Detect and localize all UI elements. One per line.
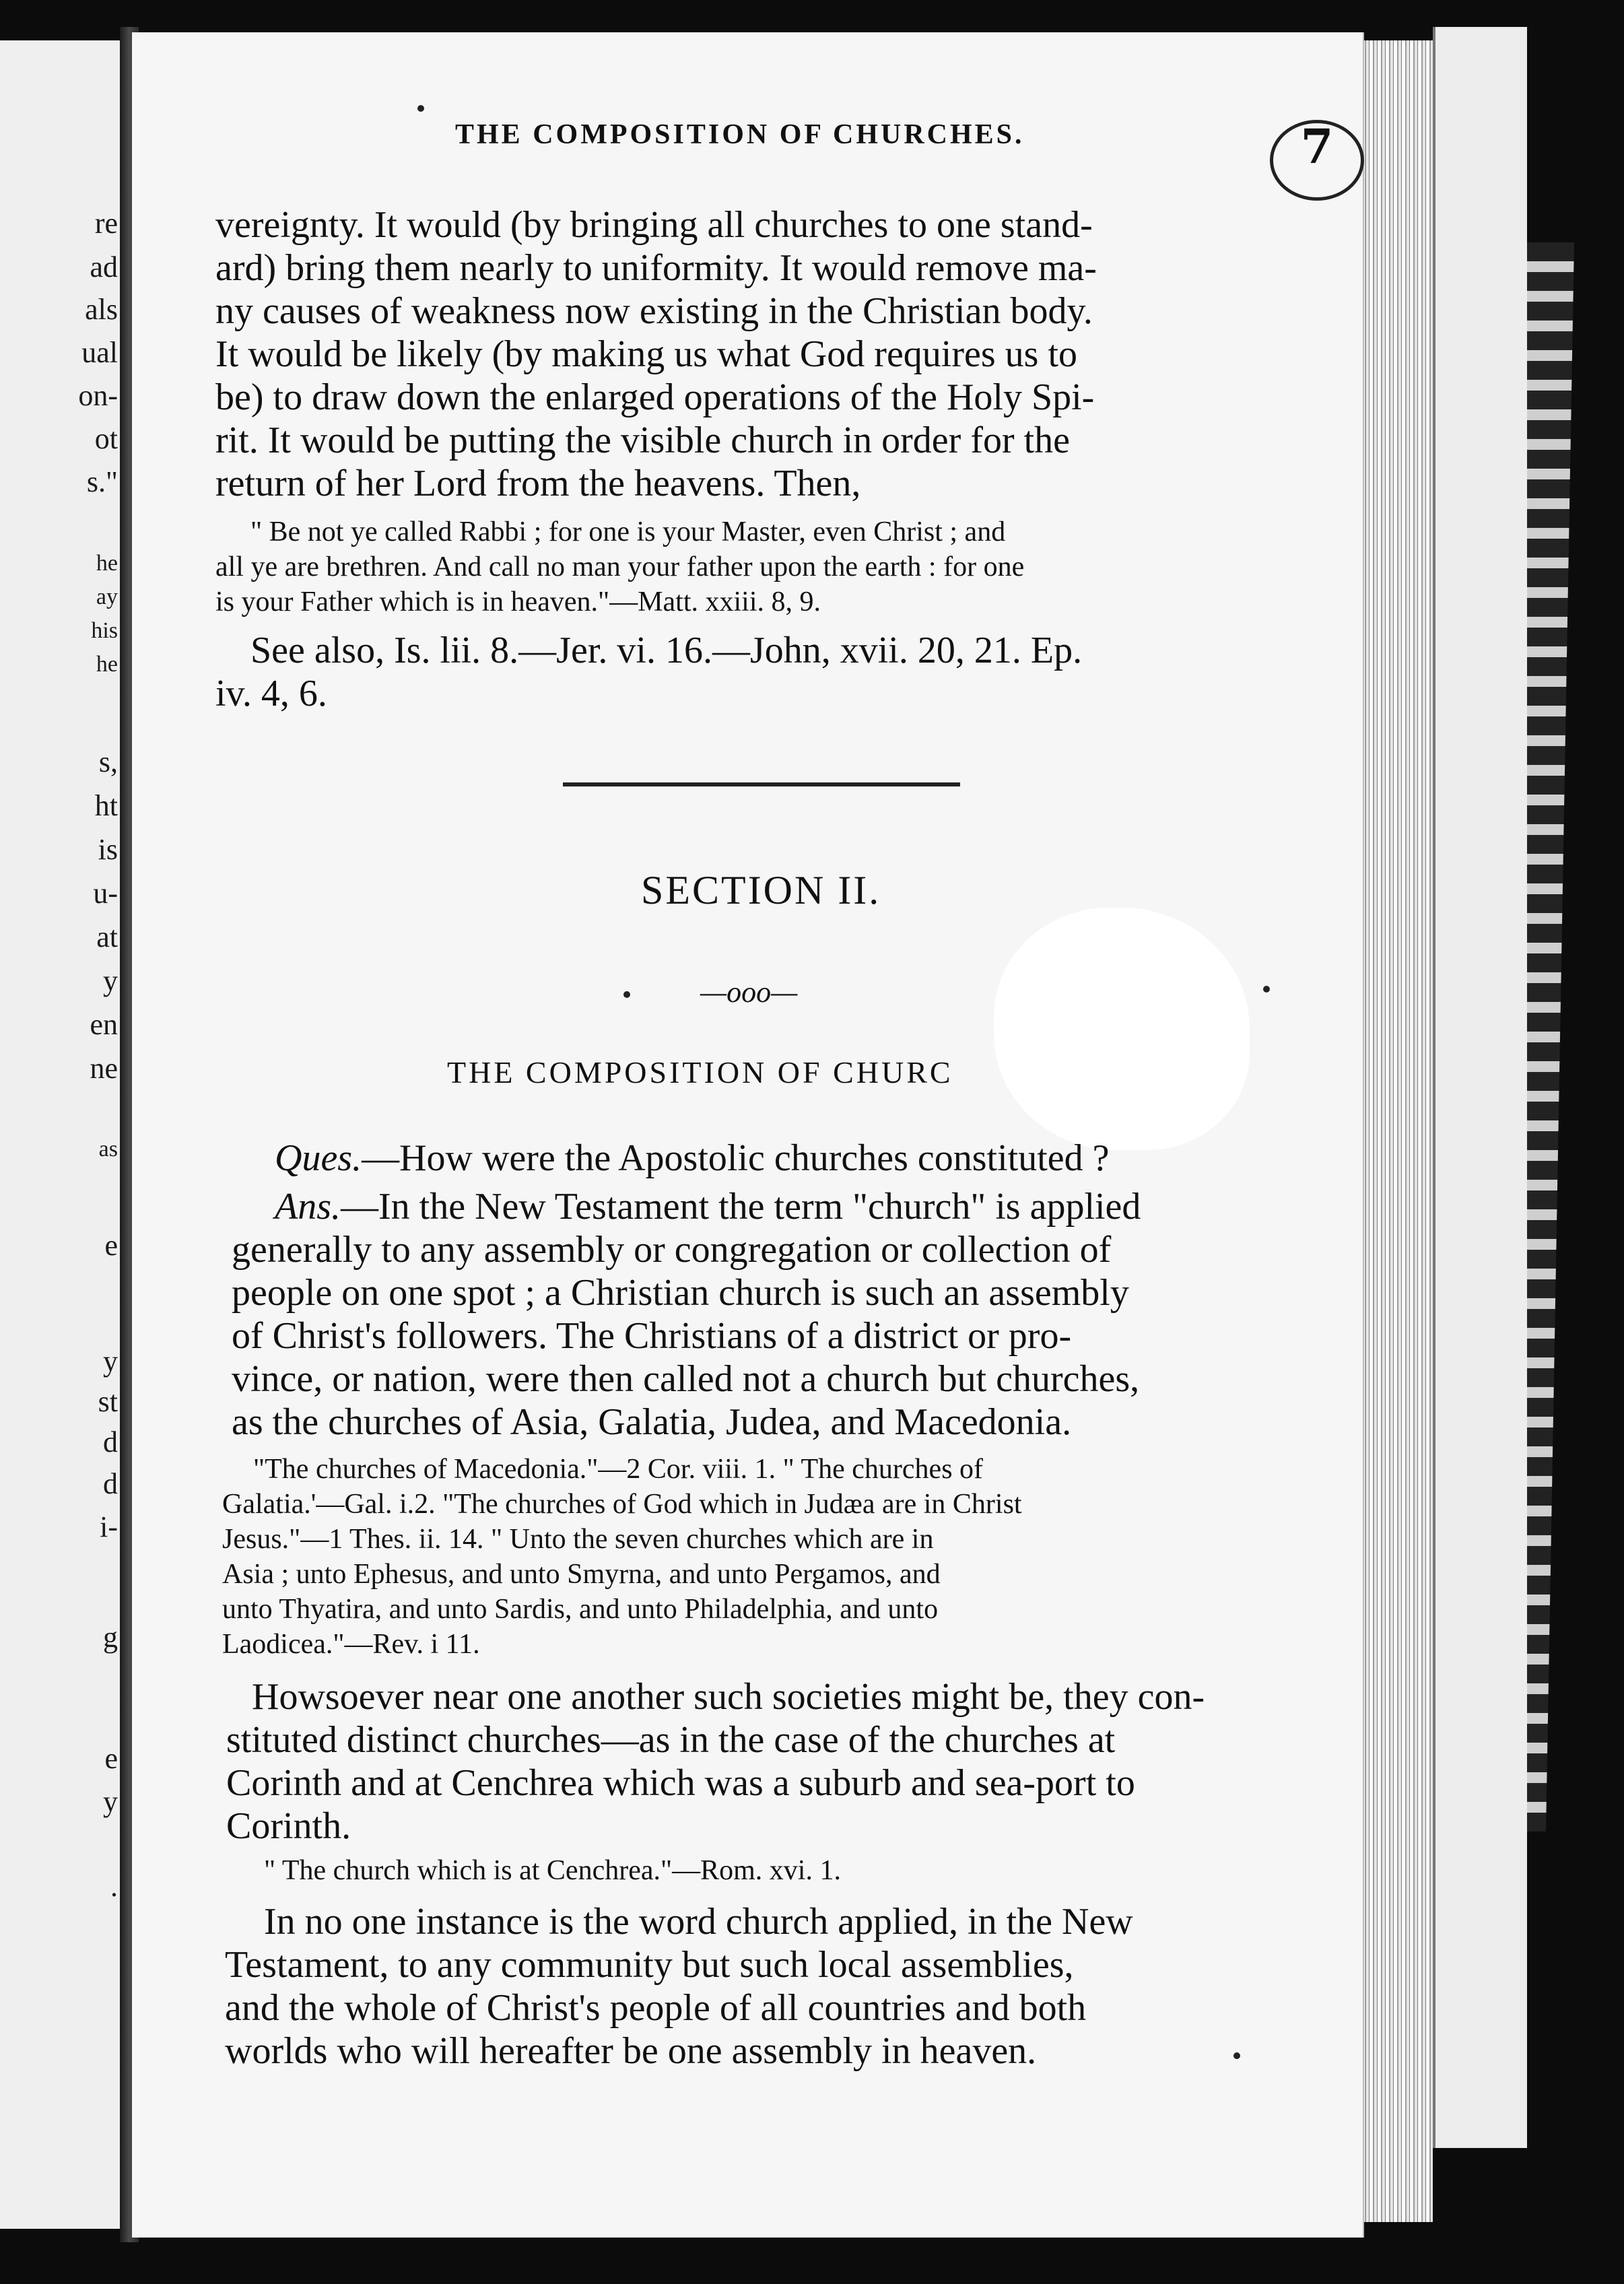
facing-page-text-fragment: ay (96, 584, 118, 609)
facing-page-text-fragment: st (98, 1385, 118, 1418)
facing-page-text-fragment: . (110, 1870, 118, 1903)
section-title: SECTION II. (641, 868, 881, 912)
facing-page-text-fragment: is (98, 833, 118, 866)
page-edges (1353, 40, 1433, 2222)
citation-line: Laodicea."—Rev. i 11. (222, 1629, 480, 1660)
body-text-line: stituted distinct churches—as in the case of the churches at (226, 1719, 1116, 1761)
body-text-line: Howsoever near one another such societies might be, they con- (252, 1676, 1205, 1718)
facing-page-text-fragment: d (103, 1425, 118, 1458)
facing-page-text-fragment: e (104, 1742, 118, 1775)
body-text-line: and the whole of Christ's people of all countries and both (225, 1987, 1087, 2029)
facing-page-text-fragment: u- (93, 877, 118, 910)
book-cover-edge (1433, 27, 1527, 2148)
facing-page-text-fragment: he (96, 652, 118, 677)
facing-page-text-fragment: s, (98, 745, 118, 778)
citation-line: unto Thyatira, and unto Sardis, and unto Philadelphia, and unto (222, 1594, 939, 1625)
answer-line (275, 1185, 1141, 1228)
facing-page-text-fragment: i- (100, 1510, 118, 1543)
facing-page-text-fragment: as (98, 1137, 118, 1162)
facing-page-text-fragment: s." (86, 465, 118, 498)
body-text-line: It would be likely (by making us what God requires us to (215, 333, 1078, 375)
facing-page-fragment (0, 40, 125, 2229)
scripture-quote-line: is your Father which is in heaven."—Matt. xxiii. 8, 9. (215, 586, 821, 617)
facing-page-text-fragment: on- (78, 379, 118, 412)
paper-damage-spot (994, 908, 1250, 1150)
ink-spot (1263, 986, 1270, 993)
facing-page-text-fragment: y (103, 1345, 118, 1378)
question-text: —How were the Apostolic churches constituted ? (362, 1137, 1110, 1179)
citation-line: Jesus."—1 Thes. ii. 14. " Unto the seven churches which are in (222, 1524, 934, 1555)
facing-page-text-fragment: at (96, 920, 118, 953)
body-text-line: Testament, to any community but such local assemblies, (225, 1944, 1074, 1986)
facing-page-text-fragment: ot (94, 422, 118, 455)
facing-page-text-fragment: ad (90, 250, 118, 283)
scripture-quote-line: all ye are brethren. And call no man your father upon the earth : for one (215, 551, 1025, 582)
body-text-line: worlds who will hereafter be one assembly in heaven. (225, 2030, 1037, 2072)
facing-page-text-fragment: e (104, 1229, 118, 1262)
facing-page-text-fragment: ual (81, 336, 118, 369)
ink-spot (623, 991, 630, 998)
scripture-quote-line: " The church which is at Cenchrea."—Rom. xvi. 1. (264, 1855, 841, 1886)
ink-spot (417, 105, 424, 112)
facing-page-text-fragment: re (94, 207, 118, 240)
answer-line: as the churches of Asia, Galatia, Judea, and Macedonia. (232, 1401, 1072, 1443)
citation-line: Asia ; unto Ephesus, and unto Smyrna, and unto Pergamos, and (222, 1559, 941, 1590)
body-text-line: In no one instance is the word church applied, in the New (264, 1901, 1133, 1943)
body-text-line: Corinth and at Cenchrea which was a suburb and sea-port to (226, 1762, 1135, 1804)
answer-text: —In the New Testament the term "church" is applied (341, 1186, 1141, 1228)
body-text-line: return of her Lord from the heavens. Then, (215, 463, 861, 504)
facing-page-text-fragment: y (103, 1785, 118, 1818)
facing-page-text-fragment: en (90, 1008, 118, 1041)
see-also-line: iv. 4, 6. (215, 673, 327, 714)
answer-line: vince, or nation, were then called not a church but churches, (232, 1358, 1140, 1400)
scripture-quote-line: " Be not ye called Rabbi ; for one is your Master, even Christ ; and (250, 516, 1006, 547)
body-text-line: be) to draw down the enlarged operations of the Holy Spi- (215, 376, 1095, 418)
book-binding-edge (1527, 242, 1574, 1832)
page-number-circle (1270, 120, 1364, 201)
question-label: Ques. (275, 1137, 362, 1179)
section-subtitle: THE COMPOSITION OF CHURC (447, 1055, 953, 1089)
citation-line: "The churches of Macedonia."—2 Cor. viii. 1. " The churches of (253, 1454, 984, 1485)
answer-line: generally to any assembly or congregation or collection of (232, 1229, 1112, 1271)
question-line (275, 1137, 1109, 1180)
facing-page-text-fragment: he (96, 551, 118, 576)
section-ornament: —ooo— (700, 976, 798, 1009)
facing-page-text-fragment: y (103, 964, 118, 997)
facing-page-text-fragment: ne (90, 1052, 118, 1085)
page-number (1263, 106, 1371, 214)
page-number-text: 7 (1300, 119, 1334, 174)
body-text-line: rit. It would be putting the visible church in order for the (215, 419, 1071, 461)
body-text-line: Corinth. (226, 1805, 351, 1847)
ink-spot (1233, 2052, 1240, 2059)
see-also-line: See also, Is. lii. 8.—Jer. vi. 16.—John, xvii. 20, 21. Ep. (250, 630, 1083, 671)
body-text-line: ny causes of weakness now existing in the Christian body. (215, 290, 1093, 332)
citation-line: Galatia.'—Gal. i.2. "The churches of God which in Judæa are in Christ (222, 1489, 1022, 1520)
section-divider-rule (563, 782, 960, 786)
book-page (132, 32, 1364, 2238)
answer-line: people on one spot ; a Christian church is such an assembly (232, 1272, 1129, 1314)
body-text-line: ard) bring them nearly to uniformity. It would remove ma- (215, 247, 1097, 289)
body-text-line: vereignty. It would (by bringing all churches to one stand- (215, 204, 1093, 246)
facing-page-text-fragment: g (103, 1621, 118, 1654)
facing-page-text-fragment: als (85, 293, 118, 326)
answer-label: Ans. (275, 1186, 341, 1228)
facing-page-text-fragment: d (103, 1467, 118, 1500)
facing-page-text-fragment: his (91, 618, 118, 643)
facing-page-text-fragment: ht (94, 789, 118, 822)
answer-line: of Christ's followers. The Christians of a district or pro- (232, 1315, 1072, 1357)
running-head: THE COMPOSITION OF CHURCHES. (455, 119, 1025, 150)
